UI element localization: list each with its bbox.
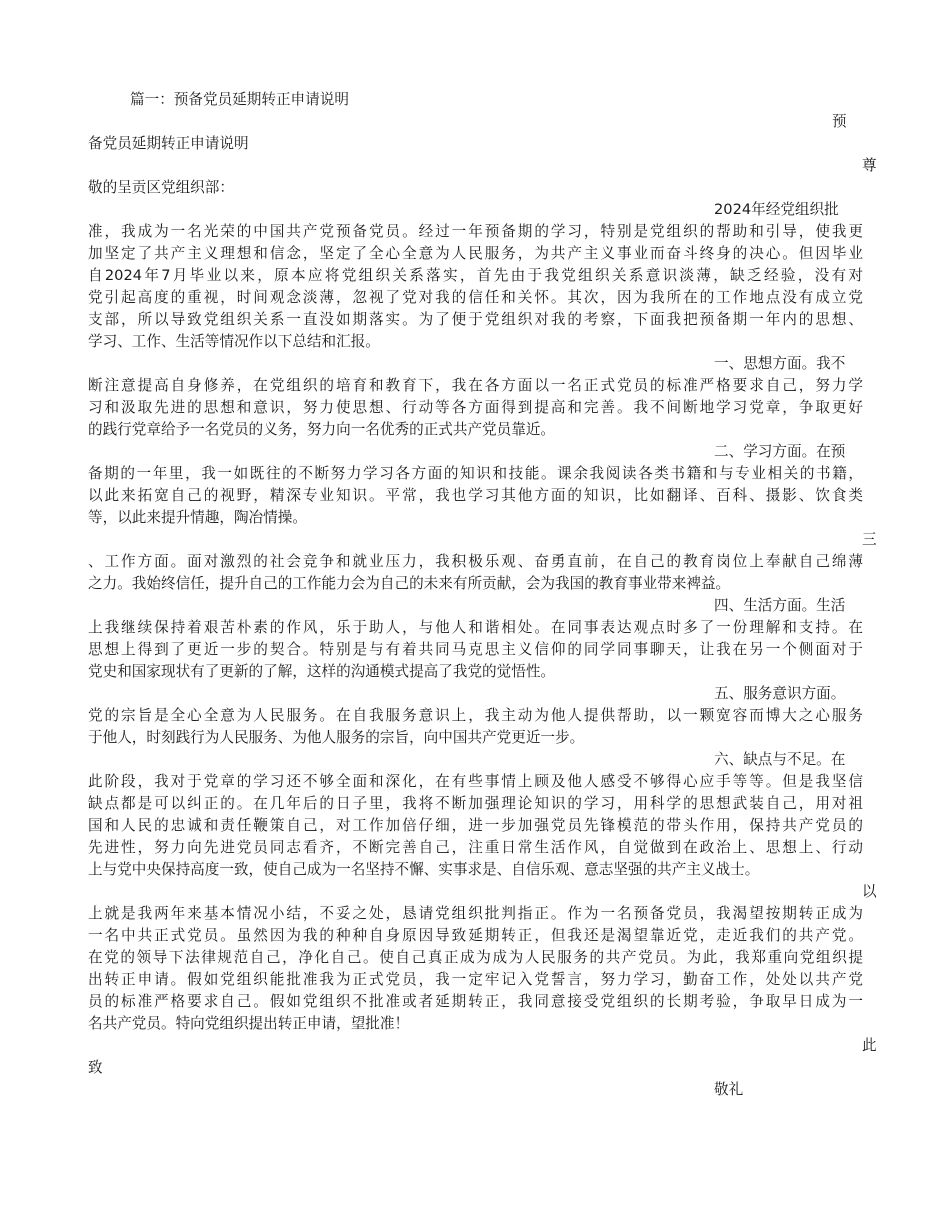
- section-1-line: 的践行党章给予一名党员的义务，努力向一名优秀的正式共产党员靠近。: [88, 421, 556, 438]
- paragraph-1-head: 2024年经党组织批: [714, 201, 839, 218]
- section-4-head: 四、生活方面。生活: [714, 597, 846, 614]
- section-7-line: 在党的领导下法律规范自己，净化自己。使自己真正成为成为人民服务的共产党员。为此，我郑重向党组织提: [88, 949, 863, 966]
- section-2-line: 等，以此来提升情趣，陶冶情操。: [88, 509, 307, 526]
- section-7-line: 出转正申请。假如党组织能批准我为正式党员，我一定牢记入党誓言，努力学习，勤奋工作，处处以共产党: [88, 971, 863, 988]
- section-3-line: 之力。我始终信任，提升自己的工作能力会为自己的未来有所贡献，会为我国的教育事业带来裨益。: [88, 575, 731, 592]
- section-1-line: 习和汲取先进的思想和意识，努力使思想、行动等各方面得到提高和完善。我不间断地学习党章，争取更好: [88, 399, 863, 416]
- title-head-char: 预: [832, 113, 847, 130]
- section-6-line: 缺点都是可以纠正的。在几年后的日子里，我将不断加强理论知识的学习，用科学的思想武装自己，用对祖: [88, 795, 863, 812]
- section-6-line: 此阶段，我对于党章的学习还不够全面和深化，在有些事情上顾及他人感受不够得心应手等等。但是我坚信: [88, 773, 863, 790]
- title-rest: 备党员延期转正申请说明: [88, 135, 249, 152]
- section-7-line: 员的标准严格要求自己。假如党组织不批准或者延期转正，我同意接受党组织的长期考验，争取早日成为一: [88, 993, 863, 1010]
- paragraph-1-line: 加坚定了共产主义理想和信念，坚定了全心全意为人民服务，为共产主义事业而奋斗终身的决心。但因毕业: [88, 245, 863, 262]
- section-7-line: 一名中共正式党员。虽然因为我的种种自身原因导致延期转正，但我还是渴望靠近党，走近我们的共产党。: [88, 927, 863, 944]
- section-4-line: 党史和国家现状有了更新的了解，这样的沟通模式提高了我党的觉悟性。: [88, 663, 556, 680]
- section-6-line: 上与党中央保持高度一致，使自己成为一名坚持不懈、实事求是、自信乐观、意志坚强的共产主义战士。: [88, 861, 760, 878]
- salutation-head-char: 尊: [862, 157, 877, 174]
- closing-rest: 致: [88, 1059, 103, 1076]
- section-1-line: 断注意提高自身修养，在党组织的培育和教育下，我在各方面以一名正式党员的标准严格要求自己，努力学: [88, 377, 863, 394]
- regards: 敬礼: [714, 1081, 744, 1098]
- paragraph-1-line: 学习、工作、生活等情况作以下总结和汇报。: [88, 333, 380, 350]
- section-3-line: 、工作方面。面对激烈的社会竞争和就业压力，我积极乐观、奋勇直前，在自己的教育岗位上奉献自己绵薄: [88, 553, 863, 570]
- salutation-rest: 敬的呈贡区党组织部：: [88, 179, 234, 196]
- section-1-head: 一、思想方面。我不: [714, 355, 846, 372]
- paragraph-1-line: 支部，所以导致党组织关系一直没如期落实。为了便于党组织对我的考察，下面我把预备期一年内的思想、: [88, 311, 863, 328]
- section-5-line: 党的宗旨是全心全意为人民服务。在自我服务意识上，我主动为他人提供帮助，以一颗宽容而博大之心服务: [88, 707, 863, 724]
- document-heading: 篇一：预备党员延期转正申请说明: [130, 91, 349, 108]
- section-3-head: 三: [862, 531, 877, 548]
- section-2-line: 以此来拓宽自己的视野，精深专业知识。平常，我也学习其他方面的知识，比如翻译、百科、摄影、饮食类: [88, 487, 863, 504]
- paragraph-1-line: 党引起高度的重视，时间观念淡薄，忽视了党对我的信任和关怀。其次，因为我所在的工作地点没有成立党: [88, 289, 863, 306]
- section-7-line: 上就是我两年来基本情况小结，不妥之处，恳请党组织批判指正。作为一名预备党员，我渴望按期转正成为: [88, 905, 863, 922]
- section-7-line: 名共产党员。特向党组织提出转正申请，望批准！: [88, 1015, 410, 1032]
- section-4-line: 上我继续保持着艰苦朴素的作风，乐于助人，与他人和谐相处。在同事表达观点时多了一份理解和支持。在: [88, 619, 863, 636]
- section-5-line: 于他人，时刻践行为人民服务、为他人服务的宗旨，向中国共产党更近一步。: [88, 729, 585, 746]
- section-4-line: 思想上得到了更近一步的契合。特别是与有着共同马克思主义信仰的同学同事聊天，让我在另一个侧面对于: [88, 641, 863, 658]
- section-5-head: 五、服务意识方面。: [714, 685, 846, 702]
- section-6-line: 先进性，努力向先进党员同志看齐，不断完善自己，注重日常生活作风，自觉做到在政治上、思想上、行动: [88, 839, 863, 856]
- section-7-head: 以: [862, 883, 877, 900]
- section-6-line: 国和人民的忠诚和责任鞭策自己，对工作加倍仔细，进一步加强党员先锋模范的带头作用，保持共产党员的: [88, 817, 863, 834]
- closing-head-char: 此: [862, 1037, 877, 1054]
- section-2-line: 备期的一年里，我一如既往的不断努力学习各方面的知识和技能。课余我阅读各类书籍和与专业相关的书籍，: [88, 465, 863, 482]
- paragraph-1-line: 自2024年7月毕业以来，原本应将党组织关系落实，首先由于我党组织关系意识淡薄，缺乏经验，没有对: [88, 267, 863, 284]
- section-6-head: 六、缺点与不足。在: [714, 751, 846, 768]
- paragraph-1-line: 准，我成为一名光荣的中国共产党预备党员。经过一年预备期的学习，特别是党组织的帮助和引导，使我更: [88, 223, 863, 240]
- section-2-head: 二、学习方面。在预: [714, 443, 846, 460]
